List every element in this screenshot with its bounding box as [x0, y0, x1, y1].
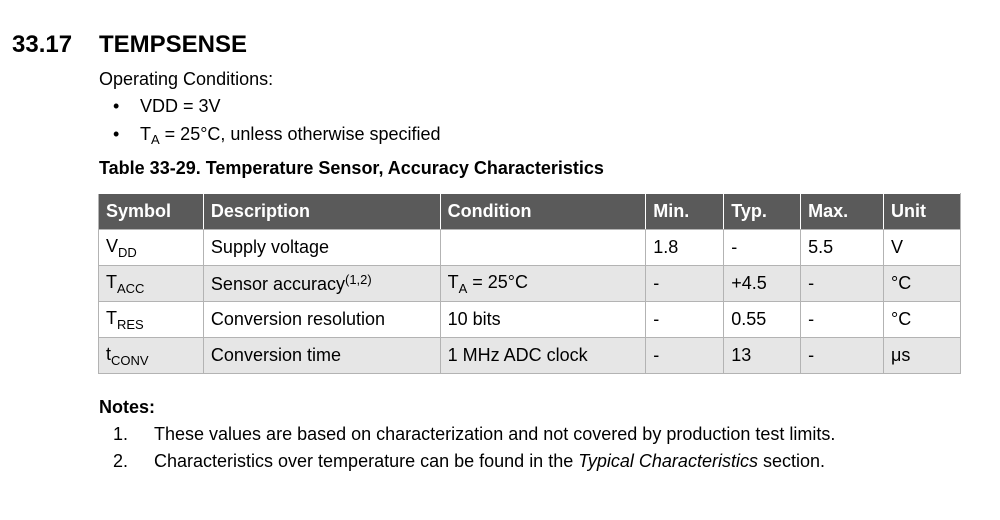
condition-symbol: T: [447, 271, 459, 292]
section-number: 33.17: [12, 31, 73, 58]
condition-text: 10 bits: [447, 309, 501, 329]
note-item: [113, 424, 835, 445]
column-header: Description: [203, 194, 440, 230]
description-text: Sensor accuracy: [210, 274, 345, 294]
characteristics-table: [98, 193, 961, 374]
column-header: Symbol: [99, 194, 204, 230]
symbol-main: T: [106, 307, 117, 328]
unit-cell: °C: [884, 266, 961, 302]
typ-cell: +4.5: [724, 266, 801, 302]
unit-cell: V: [884, 230, 961, 266]
description-text: Conversion resolution: [210, 309, 386, 329]
bullet-symbol: T: [140, 124, 151, 144]
symbol-main: T: [106, 271, 117, 292]
typ-cell: -: [724, 230, 801, 266]
column-header: Min.: [646, 194, 724, 230]
condition-text: = 25°C: [467, 271, 528, 292]
condition-cell: [440, 338, 646, 374]
column-header: Condition: [440, 194, 646, 230]
table-row: [99, 302, 961, 338]
operating-conditions-heading: Operating Conditions:: [99, 69, 274, 89]
table-row: [99, 230, 961, 266]
symbol-main: t: [106, 343, 112, 364]
column-header: Typ.: [724, 194, 801, 230]
symbol-cell: [99, 338, 204, 374]
typ-cell: 0.55: [724, 302, 801, 338]
description-text: Supply voltage: [210, 237, 330, 257]
min-cell: -: [646, 338, 724, 374]
unit-cell: μs: [884, 338, 961, 374]
table-caption: Table 33-29. Temperature Sensor, Accuracy Characteristics: [99, 158, 604, 178]
condition-subscript: A: [458, 280, 468, 296]
min-cell: -: [646, 266, 724, 302]
symbol-cell: [99, 302, 204, 338]
bullet-text: = 25°C, unless otherwise specified: [159, 124, 441, 144]
unit-cell: °C: [884, 302, 961, 338]
min-cell: 1.8: [646, 230, 724, 266]
bullet-marker: •: [113, 124, 120, 144]
condition-cell: [440, 266, 646, 302]
column-header: Unit: [884, 194, 961, 230]
max-cell: -: [801, 338, 884, 374]
table-row: [99, 266, 961, 302]
max-cell: 5.5: [801, 230, 884, 266]
note-text: Characteristics over temperature can be found in the: [154, 451, 579, 471]
bullet-symbol-subscript: A: [151, 132, 160, 147]
footnote-reference: (1,2): [344, 272, 372, 287]
condition-cell: [440, 230, 646, 266]
note-number: 1.: [113, 424, 129, 444]
description-cell: [203, 338, 440, 374]
symbol-cell: [99, 266, 204, 302]
section-title: TEMPSENSE: [99, 31, 248, 58]
table-row: [99, 338, 961, 374]
symbol-main: V: [106, 235, 119, 256]
bullet-text: VDD = 3V: [140, 96, 221, 116]
max-cell: -: [801, 302, 884, 338]
condition-cell: [440, 302, 646, 338]
symbol-cell: [99, 230, 204, 266]
max-cell: -: [801, 266, 884, 302]
table-header-row: [99, 194, 961, 230]
typ-cell: 13: [724, 338, 801, 374]
column-header: Max.: [801, 194, 884, 230]
symbol-subscript: DD: [118, 244, 137, 260]
description-cell: [203, 266, 440, 302]
condition-bullet: [113, 96, 221, 117]
note-number: 2.: [113, 451, 129, 471]
note-item: [113, 451, 825, 472]
symbol-subscript: ACC: [117, 280, 145, 296]
min-cell: -: [646, 302, 724, 338]
note-text: These values are based on characterization and not covered by production test limits.: [154, 424, 836, 444]
symbol-subscript: RES: [117, 316, 144, 332]
condition-bullet: [113, 124, 441, 147]
description-cell: [203, 230, 440, 266]
bullet-marker: •: [113, 96, 120, 116]
description-text: Conversion time: [210, 345, 341, 365]
description-cell: [203, 302, 440, 338]
note-text-suffix: section.: [757, 451, 825, 471]
notes-heading: Notes:: [99, 397, 156, 417]
symbol-subscript: CONV: [111, 352, 149, 368]
note-italic-text: Typical Characteristics: [578, 451, 758, 471]
condition-text: 1 MHz ADC clock: [447, 345, 588, 365]
